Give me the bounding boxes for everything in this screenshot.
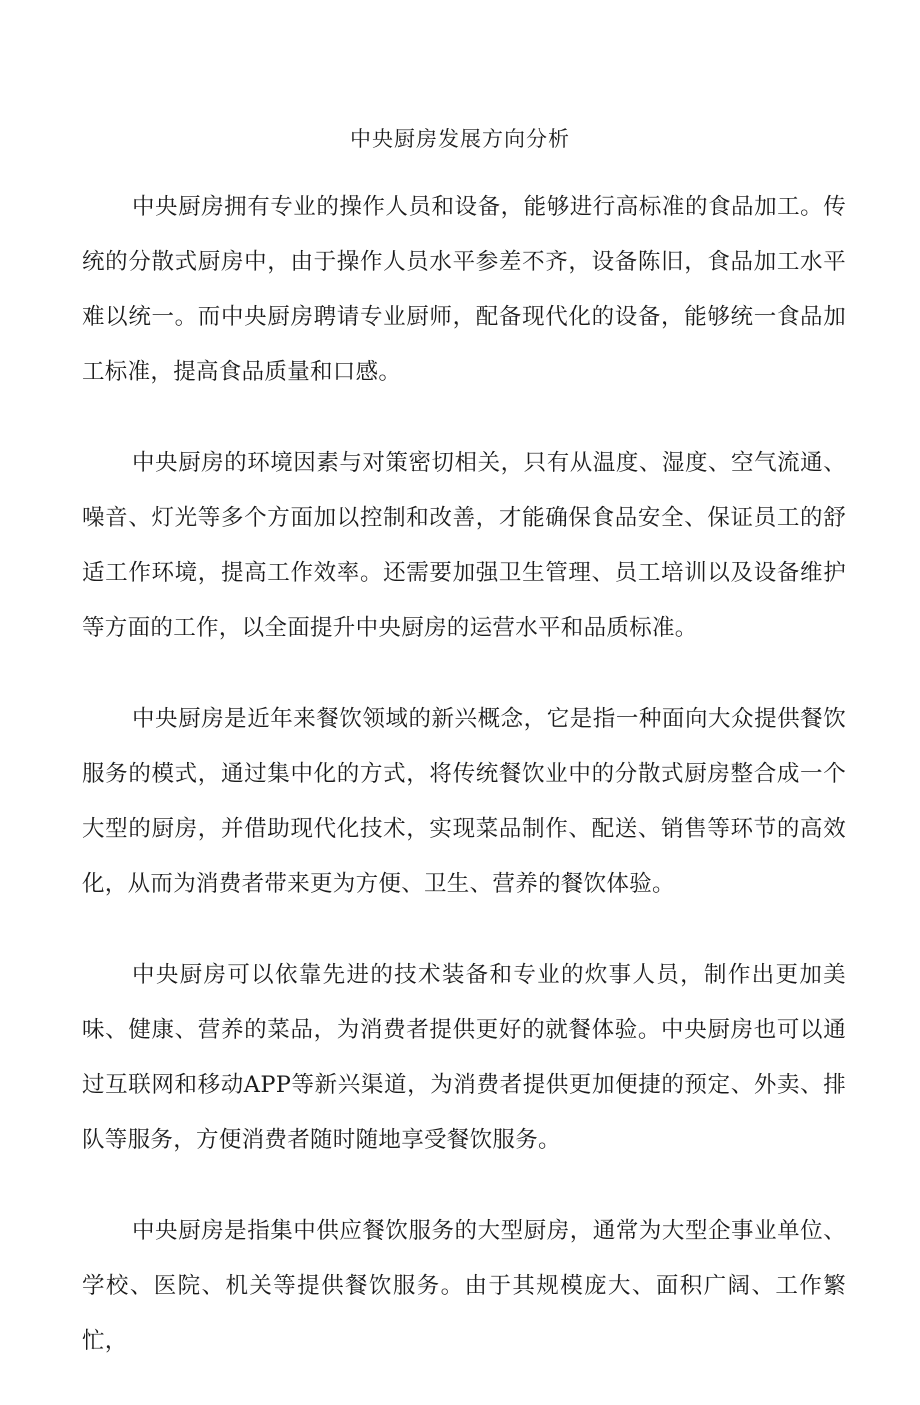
document-body	[82, 180, 846, 1405]
paragraph-5: 中央厨房是指集中供应餐饮服务的大型厨房，通常为大型企事业单位、学校、医院、机关等提供餐饮服务。由于其规模庞大、面积广阔、工作繁忙，	[82, 1218, 846, 1354]
document-title: 中央厨房发展方向分析	[350, 127, 570, 151]
paragraph-3: 中央厨房是近年来餐饮领域的新兴概念，它是指一种面向大众提供餐饮服务的模式，通过集中化的方式，将传统餐饮业中的分散式厨房整合成一个大型的厨房，并借助现代化技术，实现菜品制作、配送、销售等环节的高效化，从而为消费者带来更为方便、卫生、营养的餐饮体验。	[82, 706, 846, 897]
paragraph-2: 中央厨房的环境因素与对策密切相关，只有从温度、湿度、空气流通、噪音、灯光等多个方面加以控制和改善，才能确保食品安全、保证员工的舒适工作环境，提高工作效率。还需要加强卫生管理、员工培训以及设备维护等方面的工作，以全面提升中央厨房的运营水平和品质标准。	[82, 450, 846, 641]
paragraph-4: 中央厨房可以依靠先进的技术装备和专业的炊事人员，制作出更加美味、健康、营养的菜品，为消费者提供更好的就餐体验。中央厨房也可以通过互联网和移动APP等新兴渠道，为消费者提供更加便捷的预定、外卖、排队等服务，方便消费者随时随地享受餐饮服务。	[82, 962, 846, 1153]
paragraph-1: 中央厨房拥有专业的操作人员和设备，能够进行高标准的食品加工。传统的分散式厨房中，由于操作人员水平参差不齐，设备陈旧，食品加工水平难以统一。而中央厨房聘请专业厨师，配备现代化的设备，能够统一食品加工标准，提高食品质量和口感。	[82, 194, 846, 385]
